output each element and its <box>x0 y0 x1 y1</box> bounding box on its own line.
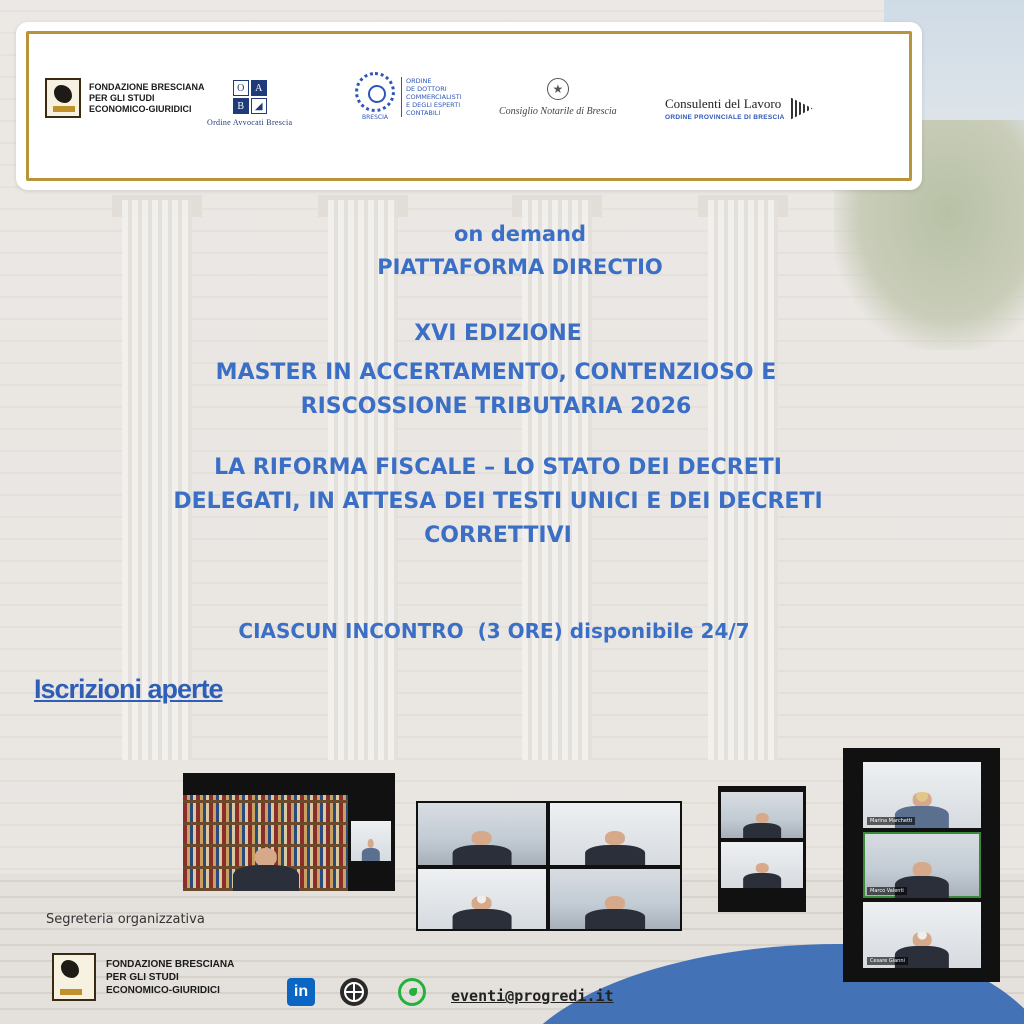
video-call-screenshot <box>718 786 806 912</box>
logo-caption: Ordine Avvocati Brescia <box>207 118 293 127</box>
logo-line: COMMERCIALISTI <box>406 92 462 101</box>
globe-icon[interactable] <box>340 978 368 1006</box>
participant-icon <box>585 831 645 865</box>
logo-caption: BRESCIA <box>362 114 388 121</box>
riforma-title-line: DELEGATI, IN ATTESA DEI TESTI UNICI E DEI DECRETI <box>173 489 823 514</box>
oab-mark-icon: O A B ◢ <box>233 80 267 114</box>
logo-line: PER GLI STUDI <box>106 971 179 983</box>
participant-icon <box>362 839 380 861</box>
logo-caption: Consiglio Notarile di Brescia <box>499 106 617 117</box>
logo-line: E DEGLI ESPERTI <box>406 100 461 109</box>
logo-line: CONTABILI <box>406 108 441 117</box>
video-pane <box>418 803 546 865</box>
fondazione-emblem-icon <box>45 78 81 118</box>
email-link[interactable]: eventi@progredi.it <box>451 987 614 1005</box>
logo-line: ECONOMICO-GIURIDICI <box>89 103 192 114</box>
commercialisti-ring-icon <box>355 72 395 112</box>
participant-icon <box>233 848 299 891</box>
organizer-label: Segreteria organizzativa <box>46 912 205 927</box>
logo-title: Consulenti del Lavoro <box>665 96 782 111</box>
fondazione-emblem-icon <box>52 953 96 1001</box>
consulenti-mark-icon <box>791 98 813 120</box>
participant-name: Marco Valenti <box>867 887 907 895</box>
whatsapp-icon[interactable] <box>398 978 426 1006</box>
video-pane <box>183 795 348 891</box>
logo-consulenti-lavoro <box>665 96 813 121</box>
logo-line: ECONOMICO-GIURIDICI <box>106 984 220 996</box>
master-title <box>0 356 1008 424</box>
logo-ordine-avvocati <box>207 80 292 127</box>
riforma-title <box>0 451 1010 553</box>
logo-consiglio-notarile <box>499 78 617 117</box>
video-pane <box>550 869 680 929</box>
participant-icon <box>453 896 512 929</box>
logo-fondazione-bresciana <box>45 78 205 118</box>
participant-icon <box>585 896 645 929</box>
video-pane <box>351 821 391 861</box>
on-demand-label: on demand <box>454 222 586 246</box>
logo-ordine-commercialisti <box>355 72 462 121</box>
logo-line: FONDAZIONE BRESCIANA <box>106 958 235 970</box>
riforma-title-line: LA RIFORMA FISCALE – LO STATO DEI DECRETI <box>214 455 782 480</box>
participant-icon <box>743 863 781 888</box>
video-pane <box>418 869 546 929</box>
video-call-screenshot <box>843 748 1000 982</box>
linkedin-icon[interactable]: in <box>287 978 315 1006</box>
sponsor-banner <box>16 22 922 190</box>
participant-icon <box>453 831 512 865</box>
video-pane <box>863 762 981 828</box>
master-title-line: MASTER IN ACCERTAMENTO, CONTENZIOSO E <box>215 360 777 385</box>
video-call-screenshot <box>183 773 395 891</box>
logo-line: FONDAZIONE BRESCIANA <box>89 81 205 92</box>
video-pane <box>721 842 803 888</box>
logo-line: ORDINE <box>406 76 432 85</box>
video-pane <box>550 803 680 865</box>
logo-subtitle: ORDINE PROVINCIALE DI BRESCIA <box>665 114 785 121</box>
participant-name: Cesare Gianni <box>867 957 908 965</box>
video-call-screenshot <box>416 801 682 931</box>
republic-emblem-icon <box>547 78 569 100</box>
session-info: CIASCUN INCONTRO (3 ORE) disponibile 24/7 <box>238 619 750 643</box>
video-pane <box>721 792 803 838</box>
participant-icon <box>743 813 781 838</box>
enroll-link[interactable]: Iscrizioni aperte <box>34 674 223 704</box>
master-title-line: RISCOSSIONE TRIBUTARIA 2026 <box>300 394 692 419</box>
footer-logo-fondazione <box>52 953 234 1001</box>
platform-label: PIATTAFORMA DIRECTIO <box>377 255 663 279</box>
video-pane <box>863 832 981 898</box>
riforma-title-line: CORRETTIVI <box>424 523 572 548</box>
banner-frame <box>26 31 912 181</box>
logo-line: PER GLI STUDI <box>89 92 155 103</box>
video-pane <box>863 902 981 968</box>
edition-label: XVI EDIZIONE <box>414 321 582 346</box>
participant-name: Marina Marchetti <box>867 817 915 825</box>
logo-line: DE DOTTORI <box>406 84 447 93</box>
